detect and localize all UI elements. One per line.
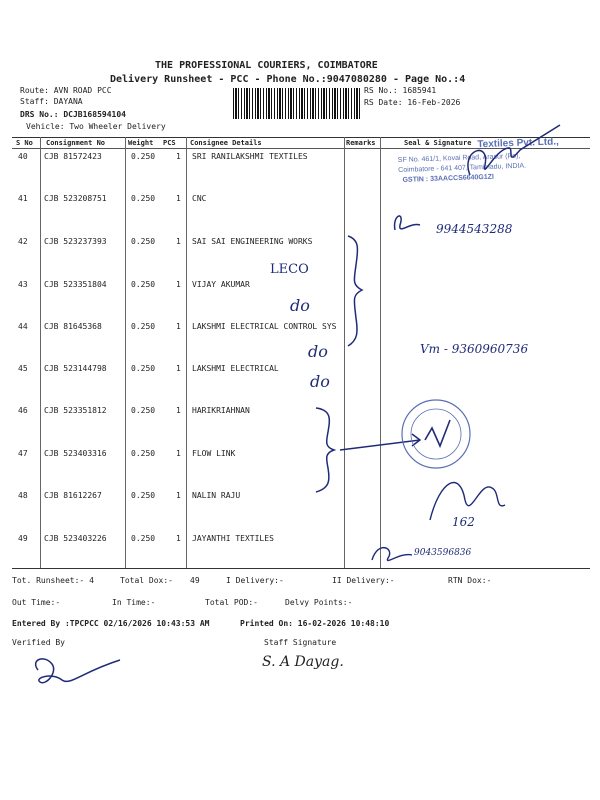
row-weight: 0.250 — [131, 406, 156, 415]
row-pcs: 1 — [176, 491, 181, 500]
tot-runsheet: Tot. Runsheet:- 4 — [12, 576, 94, 585]
rtn-dox: RTN Dox:- — [448, 576, 492, 585]
row-consignment: CJB 523237393 — [44, 237, 107, 246]
stamp-address: SF No. 461/1, Kovai Road, Arasur (Po), — [397, 152, 521, 165]
row-weight: 0.250 — [131, 364, 156, 373]
row-sno: 42 — [18, 237, 28, 246]
row-weight: 0.250 — [131, 491, 156, 500]
row-pcs: 1 — [176, 364, 181, 373]
handwritten-phone-1: 9944543288 — [436, 222, 513, 236]
in-time: In Time:- — [112, 598, 156, 607]
row-sno: 46 — [18, 406, 28, 415]
rs-date: RS Date: 16-Feb-2026 — [364, 98, 461, 107]
row-pcs: 1 — [176, 152, 181, 161]
row-consignee: LAKSHMI ELECTRICAL CONTROL SYS — [192, 322, 337, 331]
stamp-gstin: GSTIN : 33AACCS6640G1ZI — [402, 173, 495, 184]
row-consignee: SAI SAI ENGINEERING WORKS — [192, 237, 313, 246]
row-sno: 47 — [18, 449, 28, 458]
row-consignee: VIJAY AKUMAR — [192, 280, 250, 289]
handwritten-phone-3: 9043596836 — [414, 548, 472, 558]
row-weight: 0.250 — [131, 322, 156, 331]
out-time: Out Time:- — [12, 598, 61, 607]
verified-by-label: Verified By — [12, 638, 65, 647]
handwritten-ditto: do — [310, 372, 330, 391]
col-header-seal: Seal & Signature — [404, 139, 472, 147]
row-pcs: 1 — [176, 449, 181, 458]
row-weight: 0.250 — [131, 152, 156, 161]
row-consignment: CJB 523403226 — [44, 534, 107, 543]
row-consignment: CJB 523351812 — [44, 406, 107, 415]
row-consignment: CJB 523403316 — [44, 449, 107, 458]
row-sno: 41 — [18, 194, 28, 203]
handwritten-ditto: do — [308, 342, 328, 361]
row-pcs: 1 — [176, 534, 181, 543]
handwritten-sign-48: 162 — [452, 515, 475, 529]
row-pcs: 1 — [176, 237, 181, 246]
row-weight: 0.250 — [131, 280, 156, 289]
row-pcs: 1 — [176, 406, 181, 415]
company-name: THE PROFESSIONAL COURIERS, COIMBATORE — [155, 60, 378, 71]
total-dox-label: Total Dox:- — [120, 576, 173, 585]
delvy-points: Delvy Points:- — [285, 598, 353, 607]
row-consignment: CJB 523208751 — [44, 194, 107, 203]
row-pcs: 1 — [176, 322, 181, 331]
vehicle-label: Vehicle: Two Wheeler Delivery — [26, 122, 166, 131]
row-sno: 43 — [18, 280, 28, 289]
row-consignment: CJB 523144798 — [44, 364, 107, 373]
i-delivery: I Delivery:- — [226, 576, 284, 585]
row-sno: 44 — [18, 322, 28, 331]
ii-delivery: II Delivery:- — [332, 576, 395, 585]
row-sno: 45 — [18, 364, 28, 373]
staff-signature-handwriting: S. A Dayag. — [262, 654, 344, 670]
col-header-sno: S No — [16, 139, 33, 147]
stamp-city: Coimbatore - 641 407, Tamilnadu, INDIA. — [398, 162, 527, 175]
row-consignee: SRI RANILAKSHMI TEXTILES — [192, 152, 308, 161]
row-consignee: LAKSHMI ELECTRICAL — [192, 364, 279, 373]
row-consignment: CJB 81612267 — [44, 491, 102, 500]
handwritten-leco: LECO — [270, 262, 309, 277]
rs-number: RS No.: 1685941 — [364, 86, 437, 95]
handwritten-vm-phone: Vm - 9360960736 — [420, 342, 529, 356]
runsheet-subtitle: Delivery Runsheet - PCC - Phone No.:9047080280 - Page No.:4 — [110, 74, 466, 85]
row-weight: 0.250 — [131, 237, 156, 246]
row-consignee: HARIKRIAHNAN — [192, 406, 250, 415]
col-header-consignment: Consignment No — [46, 139, 106, 147]
staff-signature-label: Staff Signature — [264, 638, 337, 647]
row-pcs: 1 — [176, 280, 181, 289]
col-header-pcs: PCS — [163, 139, 176, 147]
row-consignee: FLOW LINK — [192, 449, 236, 458]
row-consignee: NALIN RAJU — [192, 491, 241, 500]
printed-on: Printed On: 16-02-2026 10:48:10 — [240, 619, 390, 628]
stamp-company: Textiles Pvt. Ltd., — [477, 136, 560, 151]
row-consignee: CNC — [192, 194, 207, 203]
row-pcs: 1 — [176, 194, 181, 203]
row-weight: 0.250 — [131, 194, 156, 203]
row-sno: 40 — [18, 152, 28, 161]
entered-by: Entered By :TPCPCC 02/16/2026 10:43:53 AM — [12, 619, 210, 628]
total-pod: Total POD:- — [205, 598, 258, 607]
row-consignment: CJB 523351804 — [44, 280, 107, 289]
col-header-weight: Weight — [128, 139, 154, 147]
row-consignment: CJB 81572423 — [44, 152, 102, 161]
row-weight: 0.250 — [131, 534, 156, 543]
staff-label: Staff: DAYANA — [20, 97, 83, 106]
row-consignment: CJB 81645368 — [44, 322, 102, 331]
col-header-remarks: Remarks — [346, 139, 376, 147]
row-consignee: JAYANTHI TEXTILES — [192, 534, 274, 543]
row-sno: 48 — [18, 491, 28, 500]
row-sno: 49 — [18, 534, 28, 543]
row-weight: 0.250 — [131, 449, 156, 458]
handwritten-ditto: do — [290, 296, 310, 315]
total-dox-value: 49 — [190, 576, 200, 585]
drs-number: DRS No.: DCJB168594104 — [20, 110, 126, 119]
route-label: Route: AVN ROAD PCC — [20, 86, 112, 95]
col-header-consignee: Consignee Details — [190, 139, 262, 147]
